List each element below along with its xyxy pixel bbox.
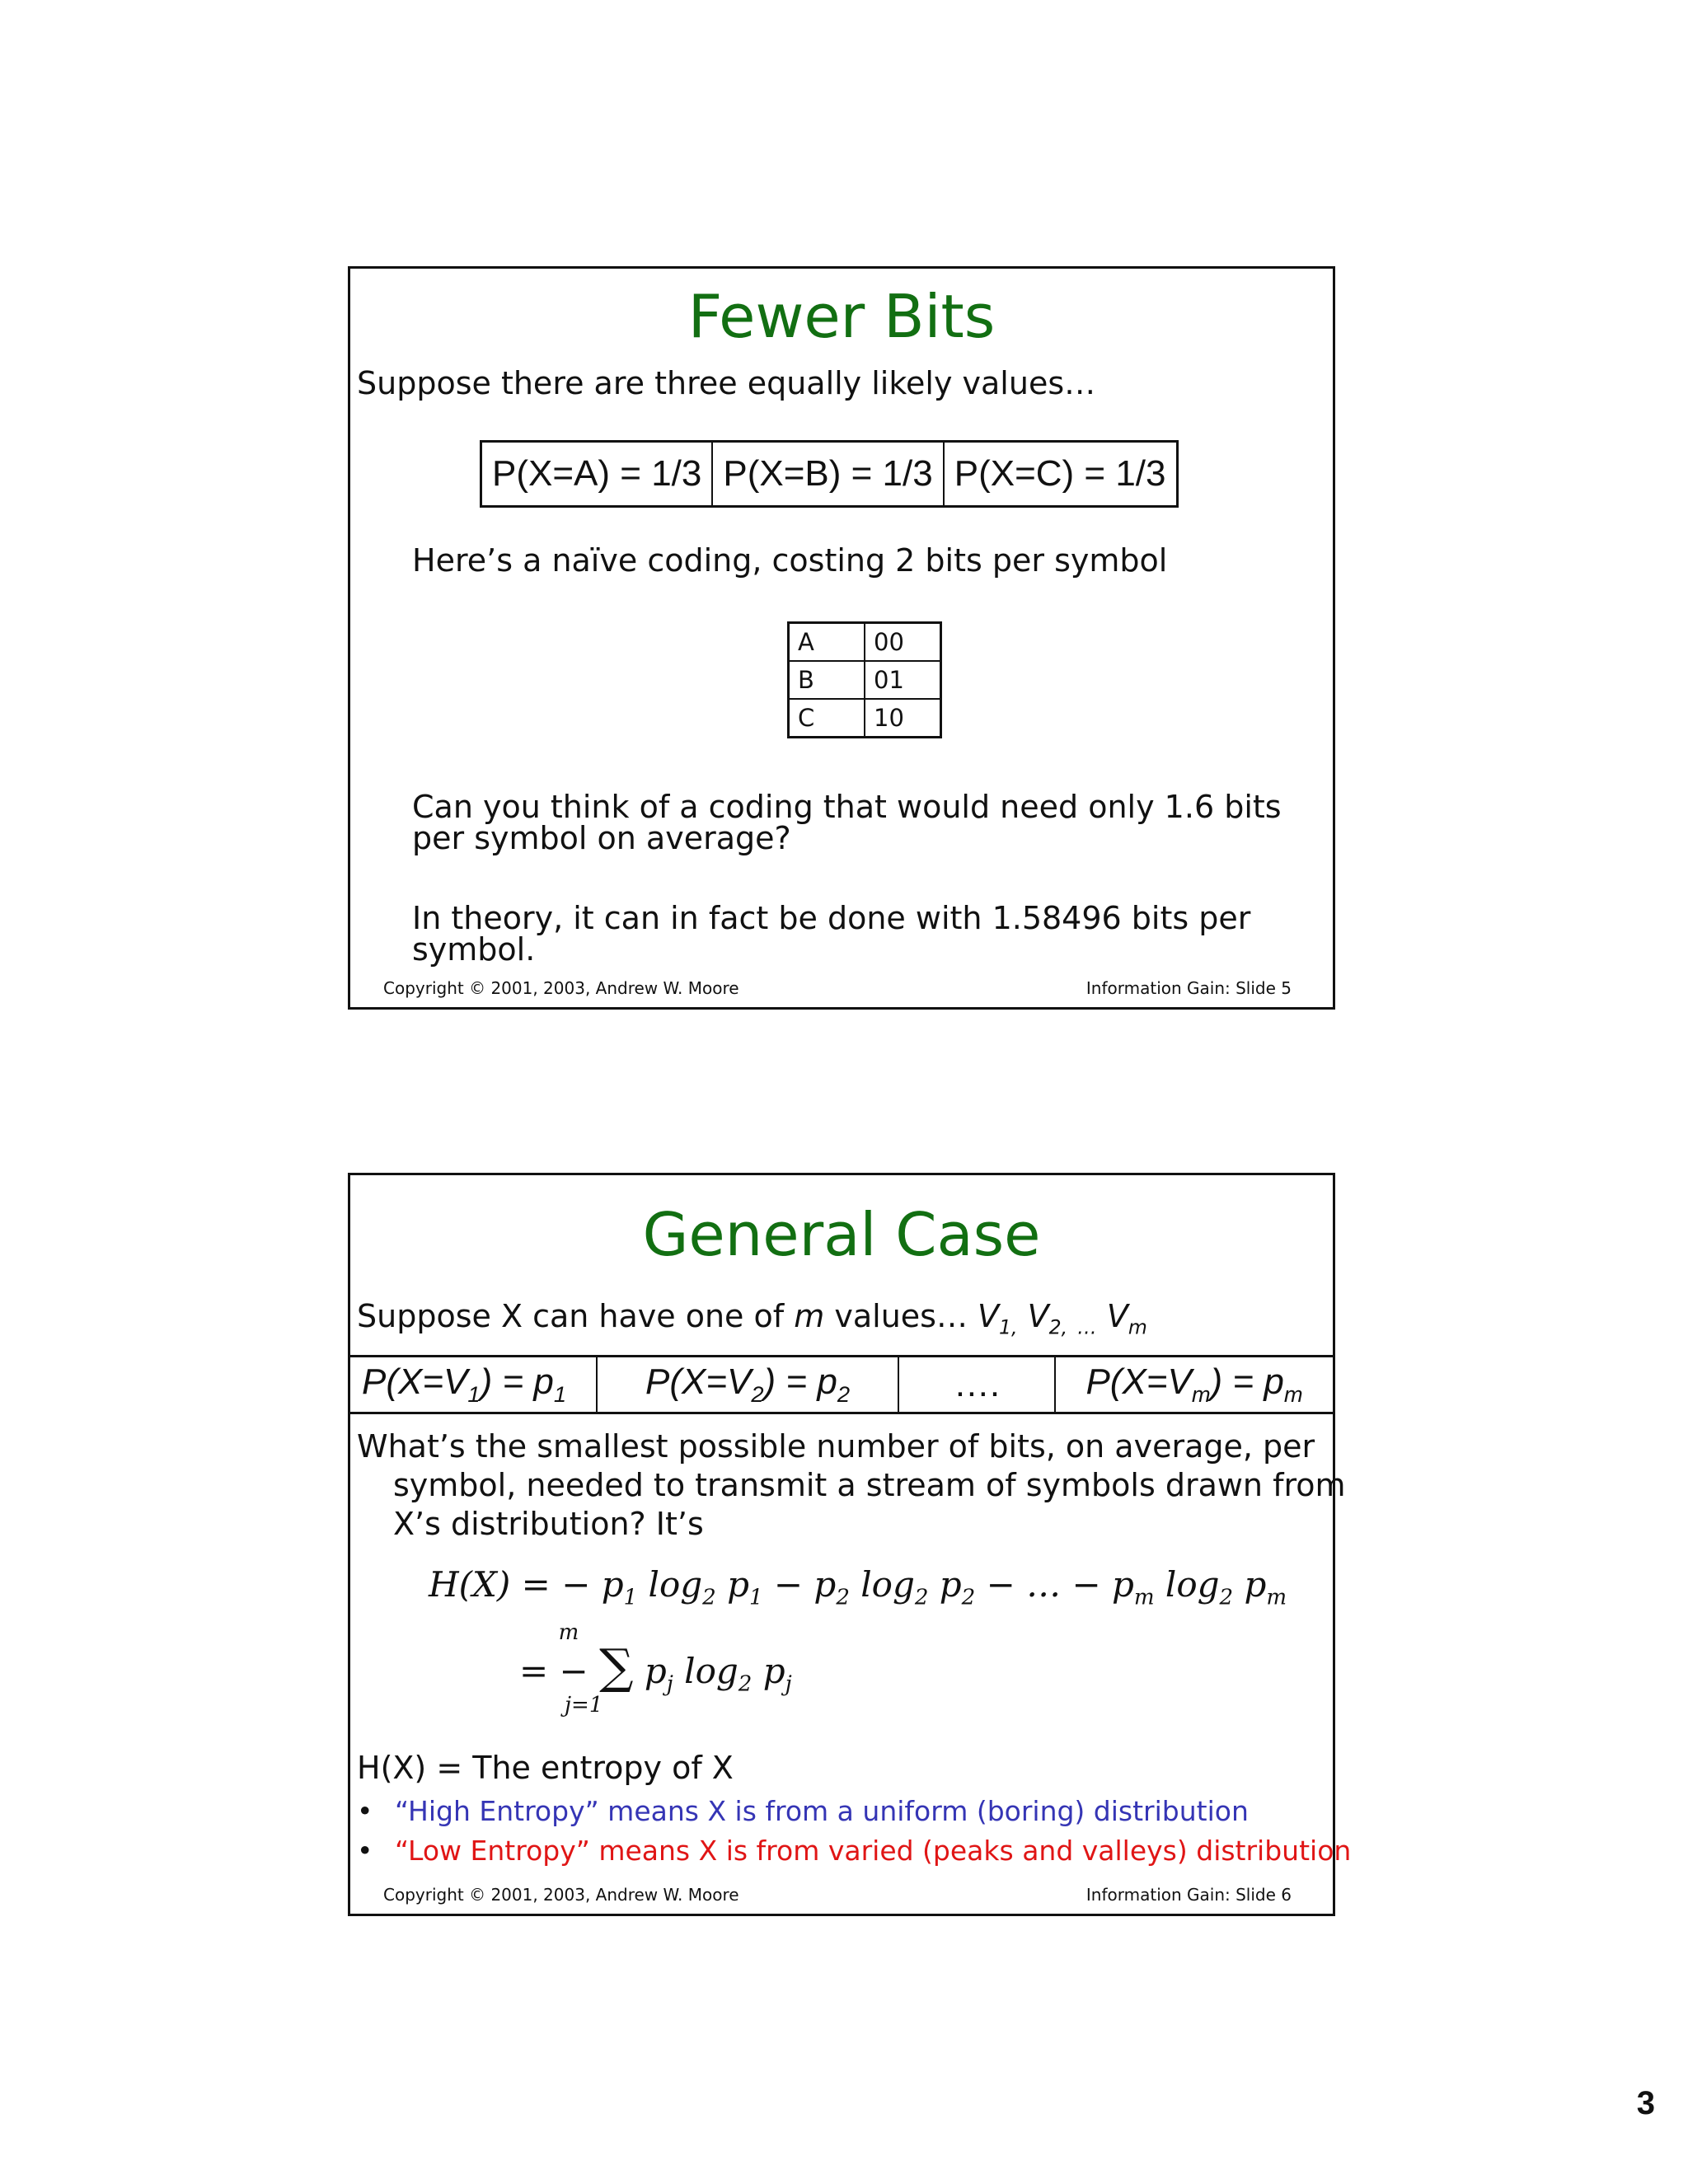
theory-line-2: symbol. — [412, 931, 536, 968]
intro-prefix: Suppose X can have one of — [357, 1298, 785, 1334]
prob-cell-1: $P(X=V_1) = p_1$ — [350, 1357, 597, 1413]
code-cell: 01 — [865, 661, 941, 699]
prob-cell-a: P(X=A) = 1/3 — [481, 442, 713, 507]
prob-cell-m: $P(X=V_m) = p_m$ — [1085, 1361, 1303, 1407]
entropy-formula: H(X) = − $p_1$ $\log_2 p_1 - p_2$ $\log_2 p_2$ − … − $p_m$ $\log_2 p_m$ — [429, 1564, 1287, 1610]
prob-cell-dots: …. — [898, 1357, 1055, 1413]
slide-title: General Case — [642, 1200, 1041, 1269]
bullet-dot-icon: • — [357, 1795, 373, 1827]
theory-line-1: In theory, it can in fact be done with 1.58496 bits per — [412, 900, 1251, 936]
symbol-cell: C — [789, 699, 865, 738]
question-line-3: X’s distribution? It’s — [393, 1506, 704, 1542]
sum-lower-limit: j=1 — [565, 1693, 603, 1718]
bullet-high-entropy — [357, 1795, 1249, 1827]
intro-m: m — [794, 1298, 825, 1334]
slide-general-case — [348, 1173, 1352, 1916]
symbol-cell: A — [789, 623, 865, 662]
probability-table — [480, 440, 1179, 508]
question-line-2: per symbol on average? — [412, 820, 791, 856]
footer-copyright: Copyright © 2001, 2003, Andrew W. Moore — [383, 978, 739, 998]
table-row — [789, 699, 941, 738]
intro-text — [357, 1298, 1147, 1339]
prob-cell-c: P(X=C) = 1/3 — [944, 442, 1177, 507]
code-cell: 10 — [865, 699, 941, 738]
intro-text: Suppose there are three equally likely values… — [357, 365, 1096, 401]
coding-table — [787, 621, 942, 738]
bullet-dot-icon: • — [357, 1835, 373, 1867]
slide-title: Fewer Bits — [687, 282, 996, 351]
prob-cell-2: $P(X=V_2) = p_2$ — [597, 1357, 898, 1413]
code-cell: 00 — [865, 623, 941, 662]
question-line-1: Can you think of a coding that would need only 1.6 bits — [412, 789, 1282, 825]
distribution-table — [350, 1355, 1333, 1414]
prob-cell-b: P(X=B) = 1/3 — [712, 442, 943, 507]
footer-copyright: Copyright © 2001, 2003, Andrew W. Moore — [383, 1885, 739, 1905]
sum-upper-limit: m — [558, 1620, 579, 1645]
footer-slide-label: Information Gain: Slide 5 — [1085, 978, 1292, 998]
table-row — [789, 623, 941, 662]
naive-coding-text: Here’s a naïve coding, costing 2 bits per symbol — [412, 542, 1168, 579]
bullet-low-text: “Low Entropy” means X is from varied (peaks and valleys) distribution — [394, 1835, 1352, 1867]
bullet-low-entropy — [357, 1835, 1351, 1867]
intro-vars: $V_{1,}$ $V_{2,}$ $_\dots$ $V_m$ — [978, 1298, 1147, 1339]
question-line-1: What’s the smallest possible number of bits, on average, per — [357, 1428, 1315, 1465]
footer-slide-label: Information Gain: Slide 6 — [1085, 1885, 1292, 1905]
symbol-cell: B — [789, 661, 865, 699]
entropy-label: H(X) = The entropy of X — [357, 1750, 734, 1786]
slide-fewer-bits — [348, 266, 1335, 1010]
intro-values: values… — [834, 1298, 968, 1334]
entropy-sum-formula: = − ∑ $p_j$ $\log_2 p_j$ — [519, 1638, 792, 1697]
page-number: 3 — [1636, 2085, 1655, 2121]
question-line-2: symbol, needed to transmit a stream of symbols drawn from — [393, 1467, 1346, 1503]
table-row — [789, 661, 941, 699]
bullet-high-text: “High Entropy” means X is from a uniform (boring) distribution — [394, 1795, 1249, 1827]
